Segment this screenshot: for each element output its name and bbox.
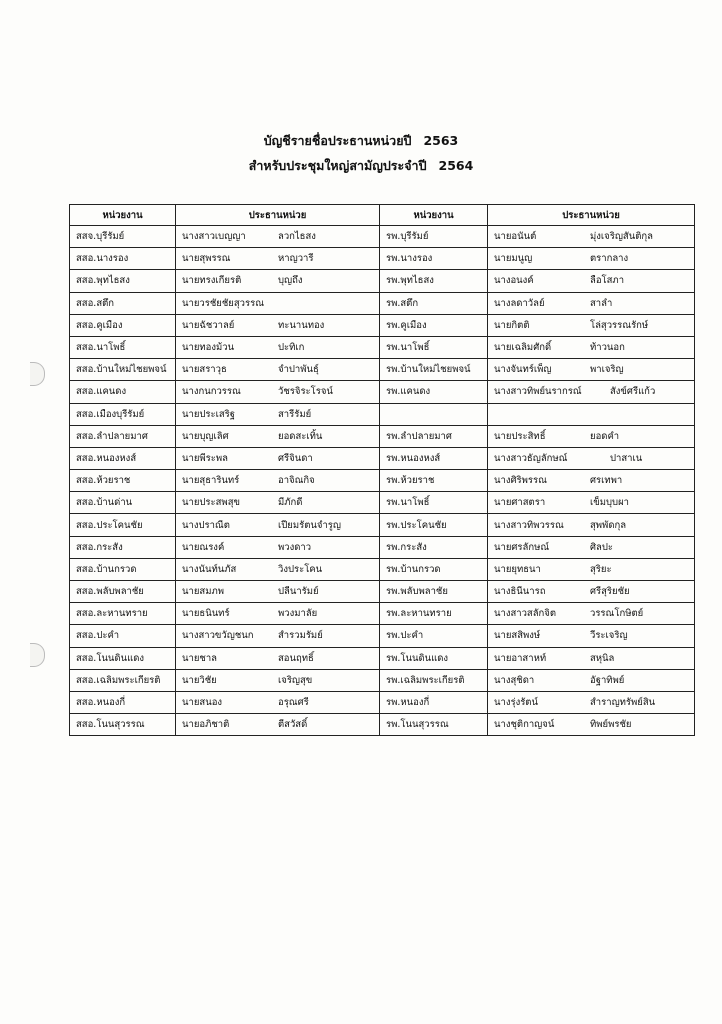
chair-cell [488, 647, 695, 669]
chair-first-name: นายประสิทธิ์ [494, 430, 546, 442]
chair-cell [488, 492, 695, 514]
unit-cell: รพ.ลำปลายมาศ [380, 425, 488, 447]
chair-first-name: นางรุ่งรัตน์ [494, 697, 538, 709]
chair-first-name: นางสาวสลักจิต [494, 608, 557, 620]
unit-cell: รพ.เฉลิมพระเกียรติ [380, 669, 488, 691]
table-row [70, 226, 695, 248]
chairperson-table [69, 204, 695, 736]
chair-cell [488, 336, 695, 358]
chair-first-name: นายประสพสุข [182, 497, 240, 509]
chair-cell [176, 558, 380, 580]
chair-first-name: นายยุทธนา [494, 563, 541, 575]
document-subtitle [0, 158, 722, 174]
chair-first-name: นายทรงเกียรติ [182, 275, 242, 287]
chair-cell [176, 226, 380, 248]
chair-first-name: นายสสิพงษ์ [494, 630, 541, 642]
chair-first-name: นางชุติกาญจน์ [494, 719, 555, 731]
table-row [70, 625, 695, 647]
chair-last-name: ท้าวนอก [590, 342, 625, 354]
chair-cell [488, 226, 695, 248]
chair-first-name: นายอาสาหท์ [494, 652, 547, 664]
chair-first-name: นายอภิชาติ [182, 719, 230, 731]
chair-first-name: นางอนงค์ [494, 275, 534, 287]
chair-last-name: พวงดาว [278, 541, 312, 553]
table-row [70, 470, 695, 492]
chair-last-name: วีระเจริญ [590, 630, 628, 642]
header-chair-left: ประธานหน่วย [176, 205, 380, 226]
chair-cell [176, 292, 380, 314]
chair-last-name: พวงมาลัย [278, 608, 318, 620]
chair-last-name: ตรากลาง [590, 253, 629, 265]
chair-last-name: วิงประโคน [278, 563, 323, 575]
table-body [70, 226, 695, 736]
title-text: บัญชีรายชื่อประธานหน่วยปี [263, 133, 412, 148]
chair-first-name: นางสาวเบญญา [182, 231, 246, 243]
subtitle-year: 2564 [438, 158, 474, 173]
unit-cell: รพ.หนองกี่ [380, 691, 488, 713]
chair-last-name: จำปาพันธุ์ [278, 364, 319, 376]
table-row [70, 381, 695, 403]
table-header-row [70, 205, 695, 226]
chair-last-name: เข็มบุบผา [590, 497, 629, 509]
chair-first-name: นายศรลักษณ์ [494, 541, 550, 553]
chair-last-name: บุญถึง [278, 275, 303, 287]
chair-last-name: อัฐาทิพย์ [590, 674, 625, 686]
chair-first-name: นายกิตติ [494, 319, 530, 331]
chair-last-name: วรรณโกษิตย์ [590, 608, 644, 620]
chair-last-name: โล่สุวรรณรักษ์ [590, 319, 649, 331]
chair-last-name: สำรวมรัมย์ [278, 630, 323, 642]
unit-cell: สสอ.สตึก [70, 292, 176, 314]
unit-cell: สสอ.นางรอง [70, 248, 176, 270]
chair-cell [176, 336, 380, 358]
chair-cell [488, 359, 695, 381]
chair-first-name: นายวิชัย [182, 674, 217, 686]
unit-cell: รพ.นาโพธิ์ [380, 492, 488, 514]
unit-cell: สสอ.พลับพลาชัย [70, 581, 176, 603]
unit-cell: รพ.นาโพธิ์ [380, 336, 488, 358]
chair-last-name: มุ่งเจริญสันติกุล [590, 231, 653, 243]
table-row [70, 492, 695, 514]
chair-last-name: มีภักดี [278, 497, 303, 509]
chair-first-name: นายอนันต์ [494, 231, 537, 243]
unit-cell: สสอ.ลำปลายมาศ [70, 425, 176, 447]
chair-cell [176, 248, 380, 270]
unit-cell: สสอ.กระสัง [70, 536, 176, 558]
unit-cell: รพ.ประโคนชัย [380, 514, 488, 536]
chair-last-name: ยอดคำ [590, 430, 620, 442]
chair-first-name: นางสาวทิพวรรณ [494, 519, 564, 531]
table-row [70, 403, 695, 425]
unit-cell: สสอ.โนนดินแดง [70, 647, 176, 669]
chair-last-name: ยอดสะเทิ้น [278, 430, 323, 442]
header-chair-right: ประธานหน่วย [488, 205, 695, 226]
chair-last-name: ปาสาเน [610, 452, 643, 464]
table-row [70, 270, 695, 292]
unit-cell: สสอ.หนองหงส์ [70, 447, 176, 469]
chair-first-name: นายพีระพล [182, 452, 228, 464]
chair-cell [176, 714, 380, 736]
chair-first-name: นายสุธารินทร์ [182, 475, 240, 487]
chair-last-name: พาเจริญ [590, 364, 624, 376]
chair-cell [488, 270, 695, 292]
unit-cell: สสอ.บ้านด่าน [70, 492, 176, 514]
chair-first-name: นายชาล [182, 652, 217, 664]
table-row [70, 603, 695, 625]
chair-cell [176, 359, 380, 381]
header-unit-right: หน่วยงาน [380, 205, 488, 226]
chair-first-name: นางสุชิดา [494, 674, 535, 686]
unit-cell: สสอ.หนองกี่ [70, 691, 176, 713]
chair-last-name: ศรเทพา [590, 475, 623, 487]
chair-cell [488, 470, 695, 492]
unit-cell: สสอ.เฉลิมพระเกียรติ [70, 669, 176, 691]
chair-last-name: อาจิณกิจ [278, 475, 315, 487]
chair-first-name: นายสราวุธ [182, 364, 227, 376]
table-row [70, 336, 695, 358]
chair-last-name: หาญวารี [278, 253, 314, 265]
chair-cell [176, 669, 380, 691]
chair-first-name: นายสนอง [182, 697, 223, 709]
chair-first-name: นางศิริพรรณ [494, 475, 547, 487]
chair-cell [488, 625, 695, 647]
chair-first-name: นายบุญเลิศ [182, 430, 229, 442]
unit-cell: สสอ.บ้านกรวด [70, 558, 176, 580]
unit-cell: รพ.พลับพลาชัย [380, 581, 488, 603]
table-row [70, 647, 695, 669]
chair-last-name: ลือโสภา [590, 275, 625, 287]
table-row [70, 714, 695, 736]
unit-cell: สสอ.ประโคนชัย [70, 514, 176, 536]
unit-cell: รพ.โนนสุวรรณ [380, 714, 488, 736]
table-row [70, 669, 695, 691]
chair-cell [176, 470, 380, 492]
unit-cell: รพ.บ้านกรวด [380, 558, 488, 580]
chair-first-name: นายสมภพ [182, 586, 224, 598]
table-row [70, 425, 695, 447]
chair-cell [488, 403, 695, 425]
document-title [0, 133, 722, 149]
unit-cell: รพ.คูเมือง [380, 314, 488, 336]
chair-cell [176, 581, 380, 603]
chair-cell [176, 603, 380, 625]
chair-cell [488, 447, 695, 469]
chair-last-name: ปลีนารัมย์ [278, 586, 319, 598]
unit-cell: สสอ.แคนดง [70, 381, 176, 403]
chair-last-name: สุริยะ [590, 563, 612, 575]
chair-first-name: นายศาสตรา [494, 497, 546, 509]
chair-first-name: นางนันท์นภัส [182, 563, 237, 575]
chair-cell [488, 292, 695, 314]
chair-first-name: นายมนูญ [494, 253, 533, 265]
table-row [70, 536, 695, 558]
chair-cell [176, 514, 380, 536]
chair-first-name: นางธินีนารถ [494, 586, 546, 598]
binder-punch-hole-top [30, 362, 45, 386]
chair-first-name: นางสาวขวัญชนก [182, 630, 254, 642]
chair-cell [488, 248, 695, 270]
unit-cell: รพ.สตึก [380, 292, 488, 314]
unit-cell: รพ.นางรอง [380, 248, 488, 270]
unit-cell: สสอ.ปะคำ [70, 625, 176, 647]
chair-first-name: นางจันทร์เพ็ญ [494, 364, 552, 376]
chair-cell [488, 314, 695, 336]
chair-first-name: นางสาวธัญลักษณ์ [494, 452, 568, 464]
table-row [70, 447, 695, 469]
chair-last-name: สำราญทรัพย์สิน [590, 697, 656, 709]
table-row [70, 514, 695, 536]
table-row [70, 292, 695, 314]
chair-last-name: ศิลปะ [590, 541, 613, 553]
chair-last-name: วัชรจิระโรจน์ [278, 386, 333, 398]
chair-last-name: ลวกไธสง [278, 231, 316, 243]
unit-cell: สสอ.เมืองบุรีรัมย์ [70, 403, 176, 425]
chair-last-name: สุพพัดกุล [590, 519, 627, 531]
unit-cell: สสอ.โนนสุวรรณ [70, 714, 176, 736]
unit-cell [380, 403, 488, 425]
subtitle-text: สำหรับประชุมใหญ่สามัญประจำปี [248, 158, 427, 173]
chair-last-name: ปะทิเก [278, 342, 305, 354]
unit-cell: รพ.ห้วยราช [380, 470, 488, 492]
chair-cell [488, 581, 695, 603]
table-row [70, 558, 695, 580]
chair-last-name: อรุณศรี [278, 697, 309, 709]
unit-cell: สสอ.พุทไธสง [70, 270, 176, 292]
unit-cell: รพ.แคนดง [380, 381, 488, 403]
unit-cell: สสอ.ห้วยราช [70, 470, 176, 492]
chair-cell [488, 691, 695, 713]
chair-last-name: ตีสวัสดิ์ [278, 719, 308, 731]
table-row [70, 248, 695, 270]
title-year: 2563 [423, 133, 459, 148]
chair-first-name: นายฉัชวาลย์ [182, 319, 235, 331]
chair-first-name: นางสาวทิพย์นรากรณ์ [494, 386, 582, 398]
chair-first-name: นายประเสริฐ [182, 408, 236, 420]
chair-last-name: ศรีจินดา [278, 452, 313, 464]
unit-cell: สสจ.บุรีรัมย์ [70, 226, 176, 248]
unit-cell: สสอ.นาโพธิ์ [70, 336, 176, 358]
chair-cell [176, 536, 380, 558]
chair-cell [176, 270, 380, 292]
chair-first-name: นายสุพรรณ [182, 253, 231, 265]
table-row [70, 314, 695, 336]
unit-cell: รพ.หนองหงส์ [380, 447, 488, 469]
unit-cell: รพ.กระสัง [380, 536, 488, 558]
chair-cell [488, 558, 695, 580]
unit-cell: รพ.โนนดินแดง [380, 647, 488, 669]
chair-cell [488, 536, 695, 558]
table-row [70, 691, 695, 713]
unit-cell: สสอ.บ้านใหม่ไชยพจน์ [70, 359, 176, 381]
chair-cell [176, 492, 380, 514]
chair-first-name: นายเฉลิมศักดิ์ [494, 342, 552, 354]
unit-cell: รพ.บุรีรัมย์ [380, 226, 488, 248]
chair-cell [176, 381, 380, 403]
chair-first-name: นายวรชัยชัยสุวรรณ [182, 297, 265, 309]
chair-cell [488, 381, 695, 403]
chair-last-name: ทะนานทอง [278, 319, 325, 331]
chair-cell [488, 669, 695, 691]
unit-cell: รพ.พุทไธสง [380, 270, 488, 292]
chair-cell [176, 447, 380, 469]
header-unit-left: หน่วยงาน [70, 205, 176, 226]
chair-first-name: นางปราณีต [182, 519, 230, 531]
chair-last-name: เปียมรัตนจำรูญ [278, 519, 341, 531]
chair-cell [176, 403, 380, 425]
chair-cell [176, 425, 380, 447]
chair-first-name: นางกนกวรรณ [182, 386, 241, 398]
chair-last-name: สหุนิล [590, 652, 615, 664]
chair-last-name: สาลำ [590, 297, 613, 309]
chair-first-name: นางลดาวัลย์ [494, 297, 545, 309]
chair-cell [488, 425, 695, 447]
unit-cell: สสอ.คูเมือง [70, 314, 176, 336]
unit-cell: รพ.ละหานทราย [380, 603, 488, 625]
unit-cell: สสอ.ละหานทราย [70, 603, 176, 625]
chair-cell [176, 625, 380, 647]
table-row [70, 359, 695, 381]
chair-last-name: สังข์ศรีแก้ว [610, 386, 656, 398]
chair-first-name: นายณรงค์ [182, 541, 225, 553]
chair-first-name: นายทองม้วน [182, 342, 235, 354]
chair-last-name: ศรีสุริยชัย [590, 586, 630, 598]
table-row [70, 581, 695, 603]
binder-punch-hole-bottom [30, 643, 45, 667]
chair-cell [488, 714, 695, 736]
chair-cell [176, 314, 380, 336]
chair-cell [176, 691, 380, 713]
chair-first-name: นายธนินทร์ [182, 608, 230, 620]
chair-last-name: ทิพย์พรชัย [590, 719, 632, 731]
unit-cell: รพ.บ้านใหม่ไชยพจน์ [380, 359, 488, 381]
chair-cell [176, 647, 380, 669]
chair-cell [488, 603, 695, 625]
chair-last-name: สอนฤทธิ์ [278, 652, 314, 664]
unit-cell: รพ.ปะคำ [380, 625, 488, 647]
chair-last-name: สารีรัมย์ [278, 408, 312, 420]
chair-cell [488, 514, 695, 536]
chair-last-name: เจริญสุข [278, 674, 313, 686]
